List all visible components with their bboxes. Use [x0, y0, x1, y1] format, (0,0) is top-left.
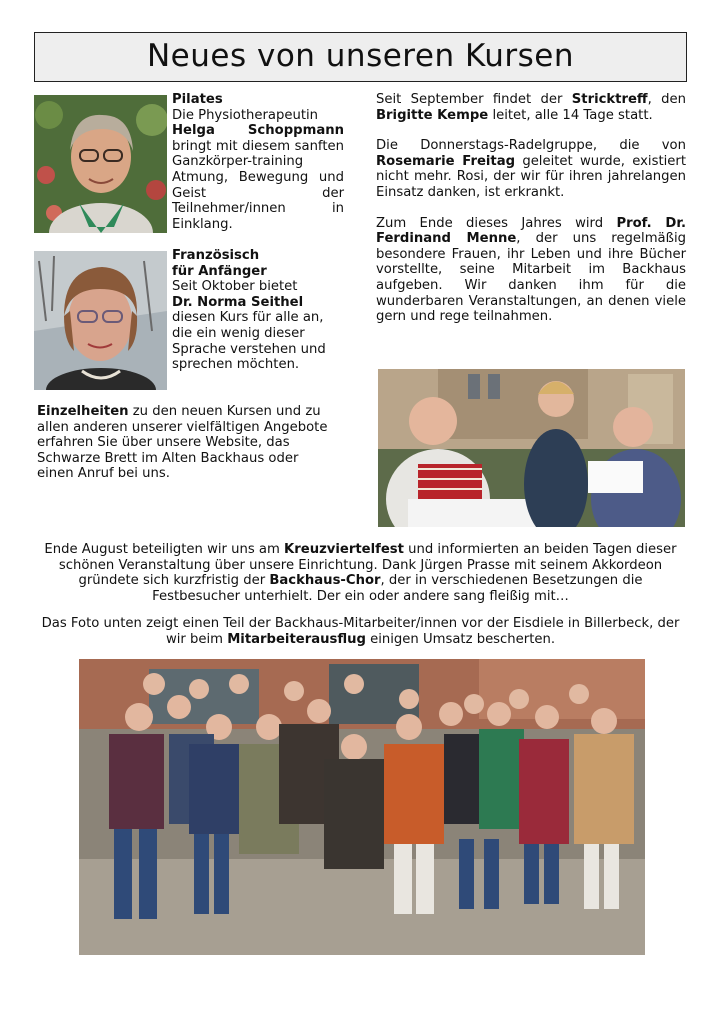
- french-teacher: Dr. Norma Seithel: [172, 294, 304, 310]
- pilates-heading: Pilates: [172, 92, 223, 107]
- excursion-paragraph: Das Foto unten zeigt einen Teil der Backhaus-Mitarbeiter/innen vor der Eisdiele in Billerbeck, der wir beim Mitarbeiterausflug einigen Umsatz bescherten.: [41, 616, 680, 647]
- pilates-description: bringt mit diesem sanften Ganzkörper-training Atmung, Bewegung und Geist der Teilnehmer/innen in Einklang.: [172, 138, 344, 232]
- knitting-paragraph: Seit September findet der Stricktreff, den Brigitte Kempe leitet, alle 14 Tage statt.: [376, 92, 686, 123]
- french-description: diesen Kurs für alle an, die ein wenig dieser Sprache verstehen und sprechen möchten.: [172, 310, 326, 373]
- details-paragraph: [37, 404, 337, 482]
- festival-paragraph: Ende August beteiligten wir uns am Kreuzviertelfest und informierten an beiden Tagen dieser schönen Veranstaltung über unsere Einrichtung. Dank Jürgen Prasse mit seinem Akkordeon gründete sich kurzfristig der Backhaus-Chor, der in verschiedenen Besetzungen die Festbesucher unterhielt. Der ein oder andere sang fleißig mit…: [44, 542, 677, 605]
- details-bold: Einzelheiten: [37, 404, 129, 419]
- lecture-paragraph: Zum Ende dieses Jahres wird Prof. Dr. Ferdinand Menne, der uns regelmäßig besondere Frauen, ihr Leben und ihre Bücher vorstellte, seine Mitarbeit im Backhaus aufgeben. Wir danken ihm für die wunderbaren Veranstaltungen, an denen viele gern und rege teilnahmen.: [376, 215, 686, 325]
- group-photo: [79, 659, 645, 955]
- pilates-text: [172, 123, 344, 232]
- pilates-block: [172, 92, 344, 232]
- festival-photo: [378, 369, 685, 527]
- portrait-photo-french: [34, 251, 167, 390]
- french-heading-2: für Anfänger: [172, 263, 267, 279]
- french-heading-1: Französisch: [172, 248, 260, 263]
- cycling-paragraph: Die Donnerstags-Radelgruppe, die von Rosemarie Freitag geleitet wurde, existiert nicht mehr. Rosi, der wir für ihren jahrelangen Einsatz danken, ist erkrankt.: [376, 138, 687, 200]
- french-intro: Seit Oktober bietet: [172, 279, 298, 295]
- portrait-photo-pilates: [34, 95, 167, 233]
- right-column: [376, 92, 686, 325]
- pilates-intro: Die Physiotherapeutin: [172, 107, 319, 123]
- french-block: [172, 248, 344, 373]
- details-text: zu den neuen Kursen und zu allen anderen unserer vielfältigen Angebote erfahren Sie über unsere Website, das Schwarze Brett im Alten Backhaus oder einen Anruf bei uns.: [37, 404, 328, 482]
- page-title: Neues von unseren Kursen: [34, 32, 687, 82]
- pilates-teacher: Helga Schoppmann: [172, 123, 344, 139]
